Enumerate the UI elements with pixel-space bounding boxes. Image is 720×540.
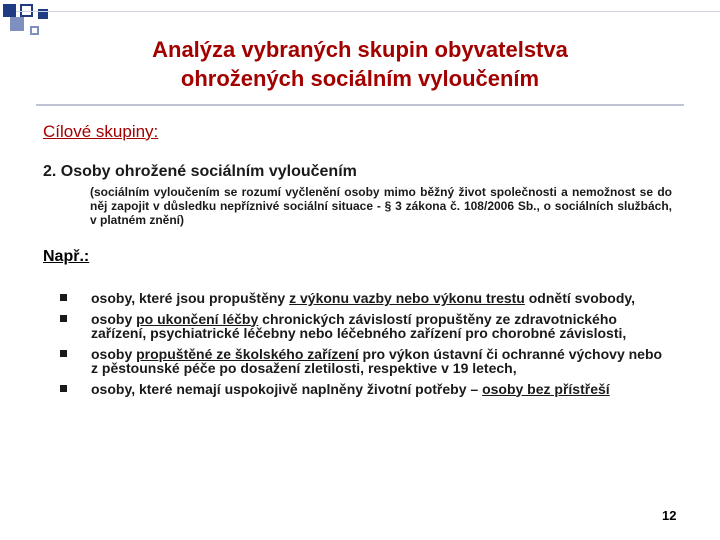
example-list (60, 291, 670, 402)
bullet-square-icon (60, 350, 67, 357)
group-heading: 2. Osoby ohrožené sociálním vyloučením (43, 163, 357, 180)
list-item-text: osoby, které jsou propuštěny (91, 290, 290, 306)
top-divider (16, 11, 720, 12)
definition-note: (sociálním vyloučením se rozumí vyčlenění osoby mimo běžný život společnosti a nemožnost se do něj zapojit v důsledku nepříznivé sociální situace - § 3 zákona č. 108/2006 Sb., o sociálních službách, v platném znění) (90, 185, 672, 227)
page-number: 12 (662, 508, 677, 523)
list-item-text: pro výkon ústavní či ochranné výchovy nebo z pěstounské péče po dosažení zletilosti, respektive v 19 letech, (91, 345, 663, 376)
list-item (60, 291, 670, 306)
list-item-emphasis: z výkonu vazby nebo výkonu trestu (289, 290, 525, 306)
slide-title (0, 35, 720, 93)
list-item-emphasis: propuštěné ze školského zařízení (136, 345, 359, 362)
list-item (60, 382, 670, 397)
list-item-emphasis: osoby bez přístřeší (482, 380, 610, 397)
decorative-square-light-icon (10, 17, 24, 31)
list-item-emphasis: po ukončení léčby (136, 310, 259, 327)
target-groups-label: Cílové skupiny: (43, 122, 159, 141)
bullet-square-icon (60, 315, 67, 322)
list-item-text: odnětí svobody, (524, 290, 636, 306)
list-item (60, 312, 670, 341)
list-item (60, 347, 670, 376)
decorative-square-outline-small-icon (30, 26, 39, 35)
example-label: Např.: (43, 248, 90, 265)
list-item-text: osoby (91, 345, 137, 362)
decorative-square-icon (3, 4, 16, 17)
corner-decoration (0, 0, 60, 40)
title-divider (36, 104, 684, 106)
bullet-square-icon (60, 294, 67, 301)
bullet-square-icon (60, 385, 67, 392)
list-item-text: chronických závislostí propuštěny ze zdravotnického zařízení, psychiatrické léčebny nebo léčebného zařízení pro chorobné závislosti, (91, 310, 627, 341)
slide-title-line-2: ohrožených sociálním vyloučením (180, 66, 540, 91)
list-item-text: osoby, které nemají uspokojivě naplněny životní potřeby – (91, 380, 483, 397)
list-item-text: osoby (91, 310, 137, 327)
slide-title-line-1: Analýza vybraných skupin obyvatelstva (152, 37, 568, 62)
